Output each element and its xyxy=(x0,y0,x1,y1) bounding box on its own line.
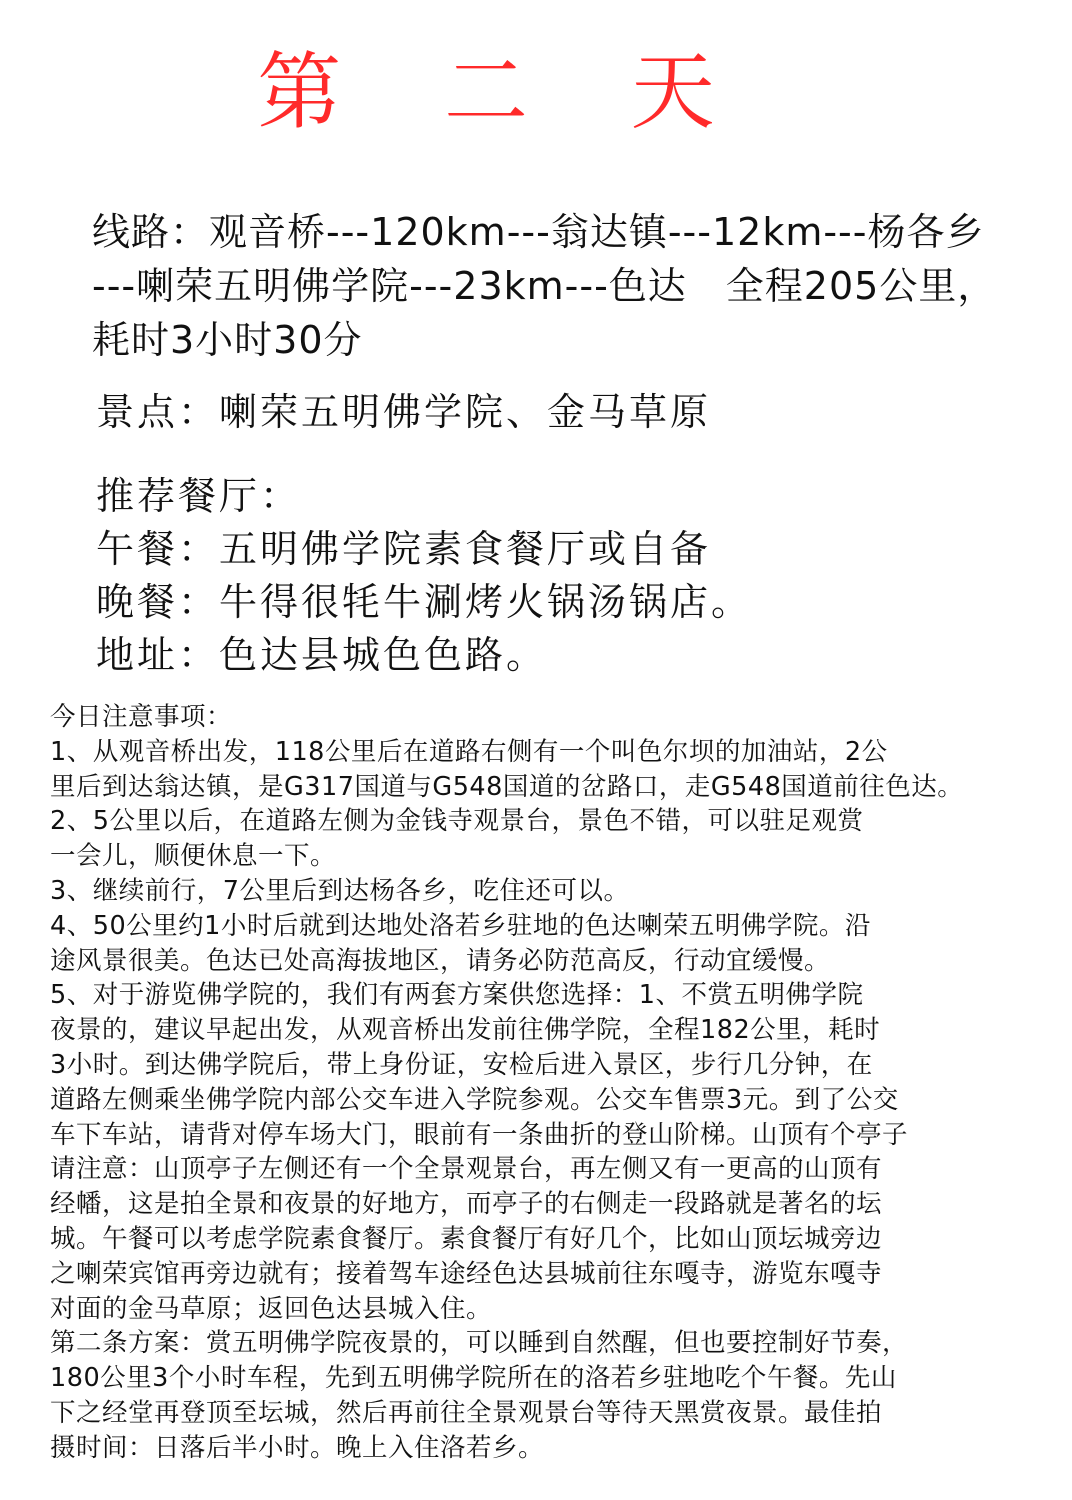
notes-heading: 今日注意事项： xyxy=(50,702,233,732)
notes-line: 途风景很美。色达已处高海拔地区，请务必防范高反，行动宜缓慢。 xyxy=(50,945,831,976)
notes-line: 车下车站，请背对停车场大门，眼前有一条曲折的登山阶梯。山顶有个亭子 xyxy=(50,1119,909,1150)
notes-line: 道路左侧乘坐佛学院内部公交车进入学院参观。公交车售票3元。到了公交 xyxy=(50,1084,899,1115)
notes-line: 之喇荣宾馆再旁边就有；接着驾车途经色达县城前往东嘎寺，游览东嘎寺 xyxy=(50,1258,883,1289)
notes-line: 3、继续前行，7公里后到达杨各乡，吃住还可以。 xyxy=(50,875,630,906)
page-title: 第 二 天 xyxy=(257,43,753,141)
route-line-2: ---喇荣五明佛学院---23km---色达 全程205公里， xyxy=(92,264,997,308)
notes-line: 2、5公里以后，在道路左侧为金钱寺观景台，景色不错，可以驻足观赏 xyxy=(50,806,864,837)
notes-line: 对面的金马草原；返回色达县城入住。 xyxy=(50,1293,493,1324)
notes-line: 城。午餐可以考虑学院素食餐厅。素食餐厅有好几个，比如山顶坛城旁边 xyxy=(50,1223,883,1254)
address-line: 地址：色达县城色色路。 xyxy=(96,633,548,677)
notes-line: 经幡，这是拍全景和夜景的好地方，而亭子的右侧走一段路就是著名的坛 xyxy=(50,1189,883,1220)
route-line-3: 耗时3小时30分 xyxy=(92,318,363,362)
notes-line: 请注意：山顶亭子左侧还有一个全景观景台，再左侧又有一更高的山顶有 xyxy=(50,1154,883,1185)
route-line-1: 线路：观音桥---120km---翁达镇---12km---杨各乡 xyxy=(92,210,985,254)
notes-line: 180公里3个小时车程，先到五明佛学院所在的洛若乡驻地吃个午餐。先山 xyxy=(50,1363,897,1394)
attractions-line: 景点：喇荣五明佛学院、金马草原 xyxy=(96,390,712,434)
restaurants-heading: 推荐餐厅： xyxy=(96,474,302,518)
notes-line: 5、对于游览佛学院的，我们有两套方案供您选择：1、不赏五明佛学院 xyxy=(50,980,864,1011)
notes-line: 摄时间：日落后半小时。晚上入住洛若乡。 xyxy=(50,1432,545,1463)
notes-line: 3小时。到达佛学院后，带上身份证，安检后进入景区，步行几分钟，在 xyxy=(50,1049,873,1080)
lunch-line: 午餐：五明佛学院素食餐厅或自备 xyxy=(96,527,712,571)
notes-line: 1、从观音桥出发，118公里后在道路右侧有一个叫色尔坝的加油站，2公 xyxy=(50,736,888,767)
dinner-line: 晚餐：牛得很牦牛涮烤火锅汤锅店。 xyxy=(96,580,753,624)
notes-section xyxy=(50,700,1055,1466)
notes-line: 第二条方案：赏五明佛学院夜景的，可以睡到自然醒，但也要控制好节奏， xyxy=(50,1328,909,1359)
route-section xyxy=(92,205,1052,367)
notes-line: 4、50公里约1小时后就到达地处洛若乡驻地的色达喇荣五明佛学院。沿 xyxy=(50,910,871,941)
notes-line: 一会儿，顺便休息一下。 xyxy=(50,841,337,872)
notes-line: 下之经堂再登顶至坛城，然后再前往全景观景台等待天黑赏夜景。最佳拍 xyxy=(50,1397,883,1428)
notes-line: 里后到达翁达镇，是G317国道与G548国道的岔路口，走G548国道前往色达。 xyxy=(50,771,964,802)
notes-line: 夜景的，建议早起出发，从观音桥出发前往佛学院，全程182公里，耗时 xyxy=(50,1015,881,1046)
